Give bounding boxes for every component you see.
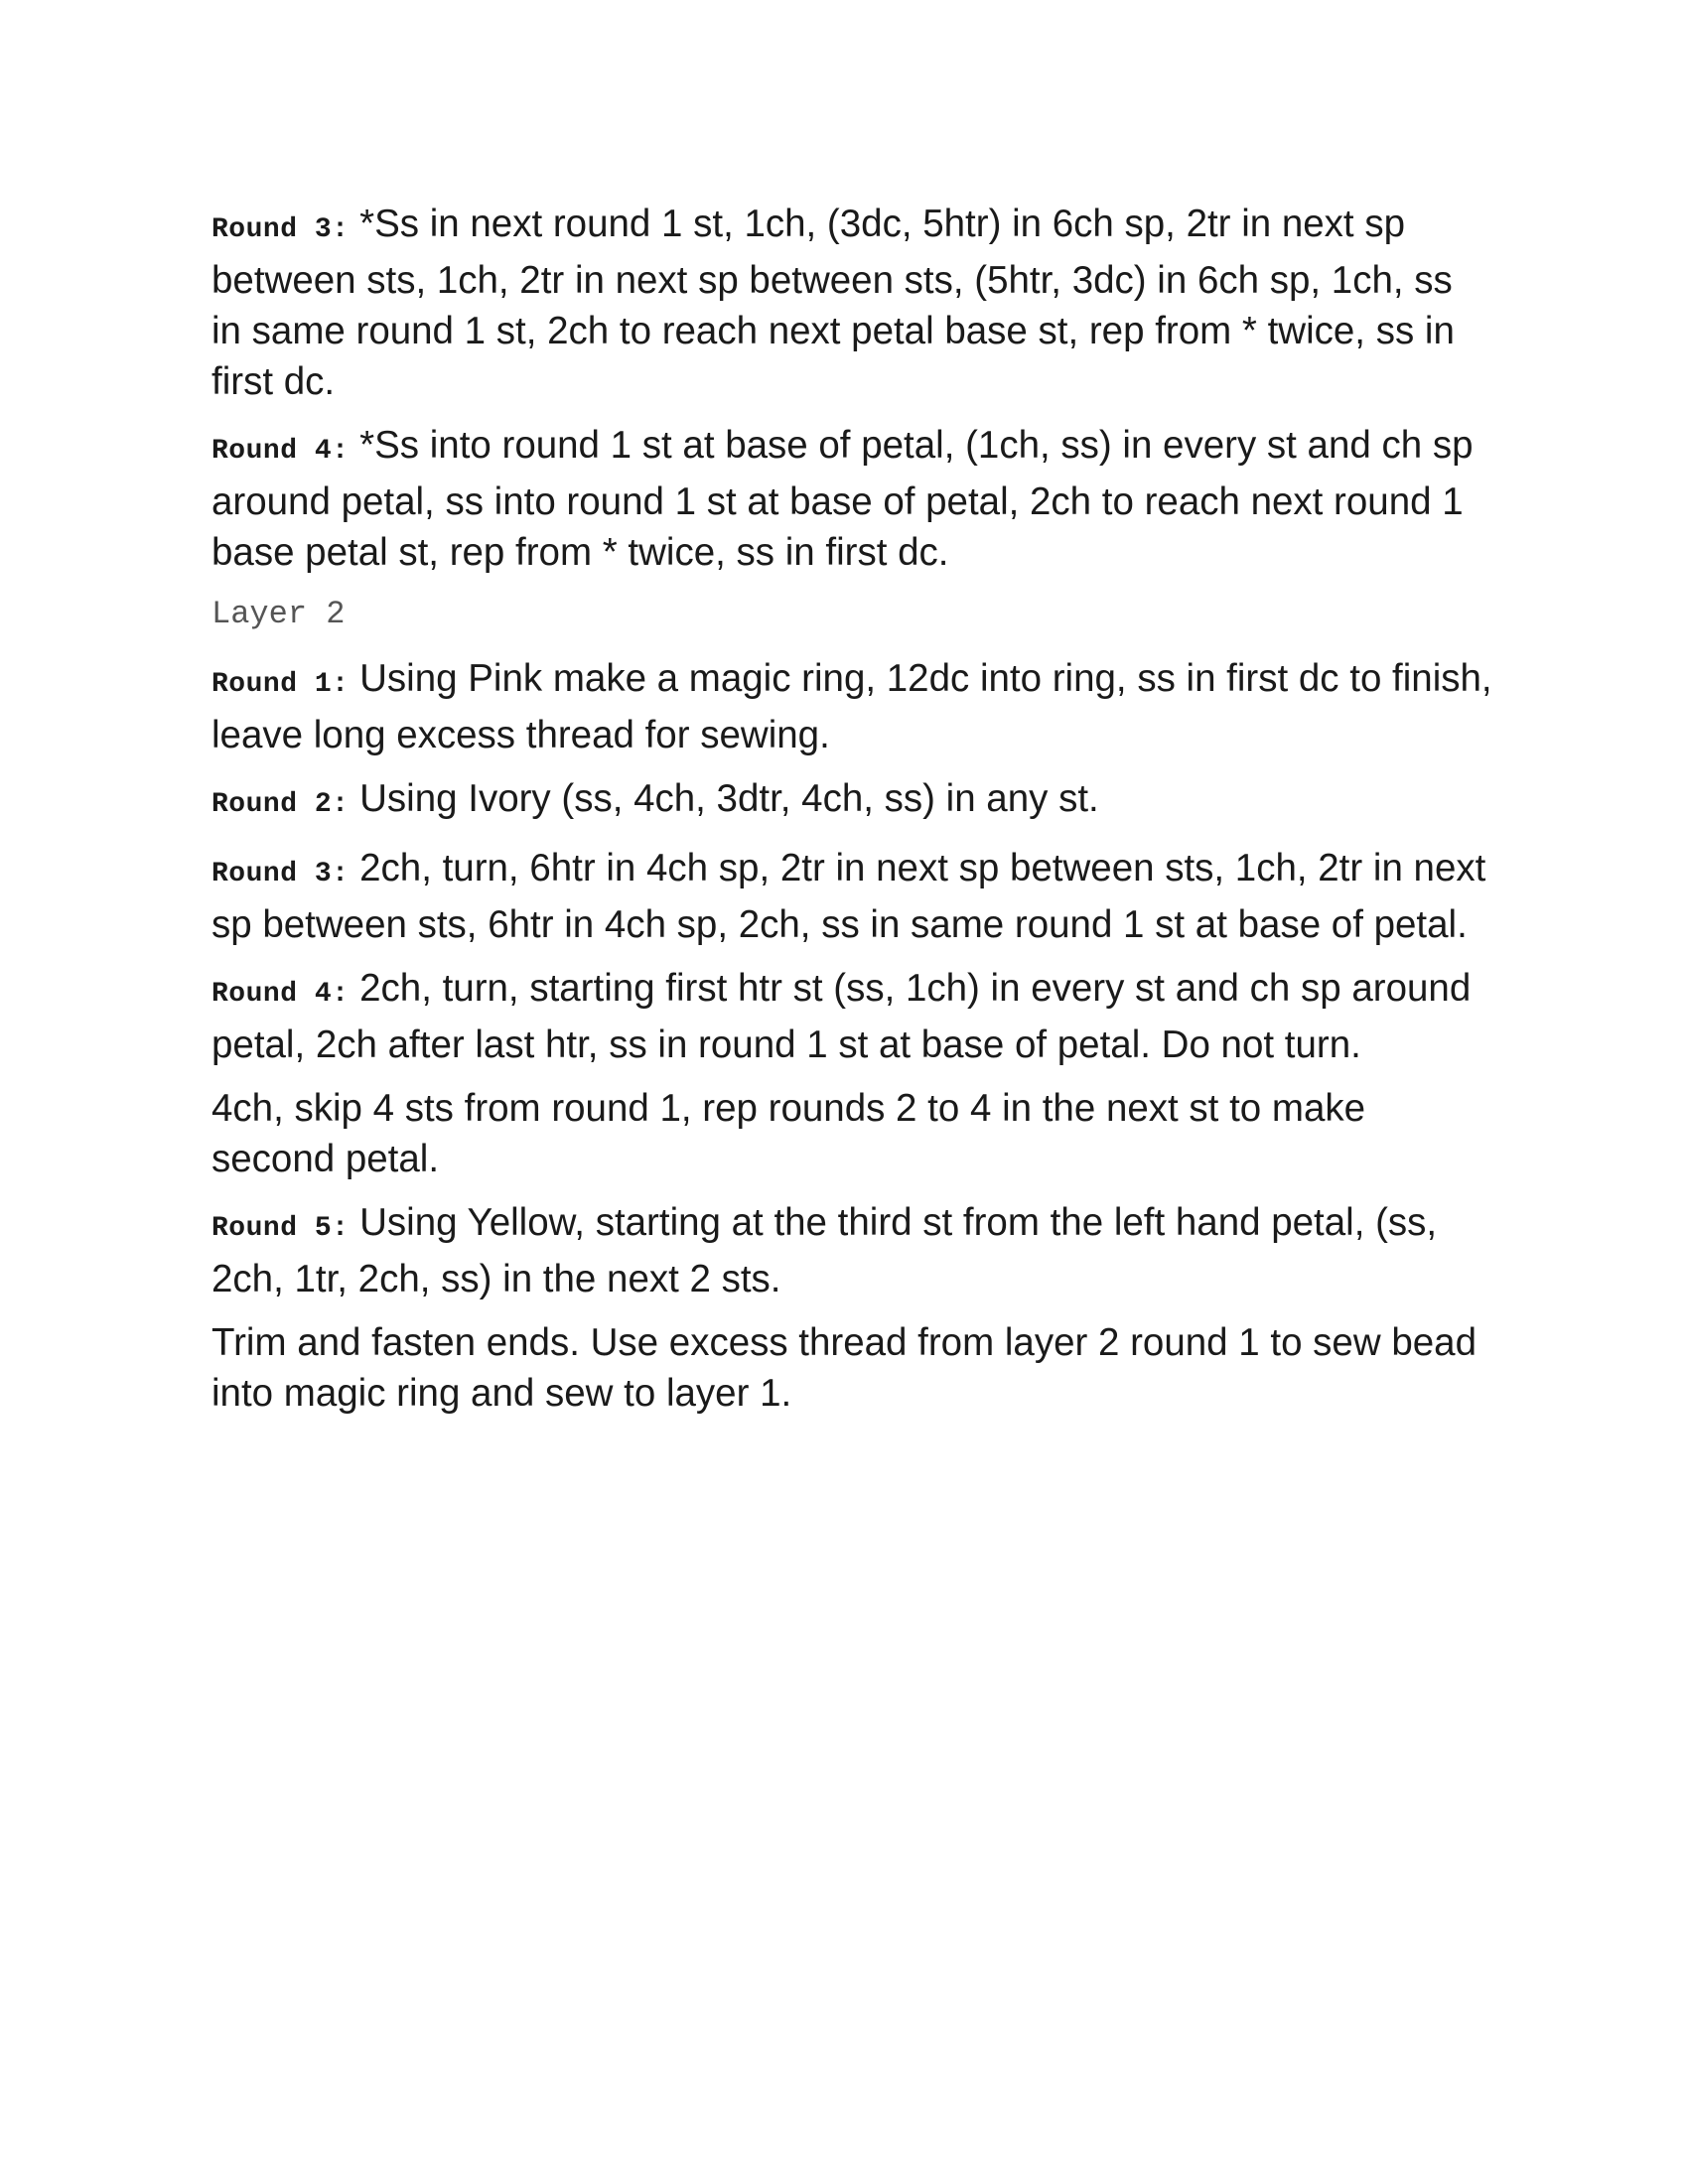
layer1-round3-instruction [211, 199, 1492, 407]
second-petal-instruction: 4ch, skip 4 sts from round 1, rep rounds 2 to 4 in the next st to make second petal. [211, 1087, 1366, 1180]
round-text: *Ss in next round 1 st, 1ch, (3dc, 5htr) in 6ch sp, 2tr in next sp between sts, 1ch, 2tr in next sp between sts, (5htr, 3dc) in 6ch sp, 1ch, ss in same round 1 st, 2ch to reach next petal base st, rep from * twice, ss in first dc. [211, 203, 1455, 403]
pattern-instructions [211, 199, 1492, 1432]
round-label: Round 4: [211, 436, 350, 467]
round-text: *Ss into round 1 st at base of petal, (1ch, ss) in every st and ch sp around petal, ss into round 1 st at base of petal, 2ch to reach next round 1 base petal st, rep from * twice, ss in first dc. [211, 424, 1474, 574]
round-label: Round 4: [211, 979, 350, 1010]
round-text: 2ch, turn, starting first htr st (ss, 1ch) in every st and ch sp around petal, 2ch after last htr, ss in round 1 st at base of petal. Do not turn. [211, 967, 1472, 1066]
layer2-round2-instruction [211, 773, 1492, 830]
layer2-heading: Layer 2 [211, 596, 346, 632]
round-text: 2ch, turn, 6htr in 4ch sp, 2tr in next sp between sts, 1ch, 2tr in next sp between sts, 6htr in 4ch sp, 2ch, ss in same round 1 st at base of petal. [211, 847, 1486, 946]
round-label: Round 5: [211, 1213, 350, 1244]
round-label: Round 3: [211, 859, 350, 889]
finishing-instruction: Trim and fasten ends. Use excess thread from layer 2 round 1 to sew bead into magic ring and sew to layer 1. [211, 1321, 1477, 1415]
layer2-round1-instruction [211, 653, 1492, 760]
round-text: Using Pink make a magic ring, 12dc into ring, ss in first dc to finish, leave long excess thread for sewing. [211, 657, 1492, 756]
round-label: Round 2: [211, 789, 350, 820]
round-label: Round 1: [211, 669, 350, 700]
layer1-round4-instruction [211, 420, 1492, 578]
round-text: Using Yellow, starting at the third st from the left hand petal, (ss, 2ch, 1tr, 2ch, ss) in the next 2 sts. [211, 1201, 1438, 1300]
layer2-round5-instruction [211, 1197, 1492, 1304]
round-text: Using Ivory (ss, 4ch, 3dtr, 4ch, ss) in any st. [349, 777, 1099, 820]
round-label: Round 3: [211, 214, 350, 245]
layer2-round4-instruction [211, 963, 1492, 1070]
layer2-round3-instruction [211, 843, 1492, 950]
